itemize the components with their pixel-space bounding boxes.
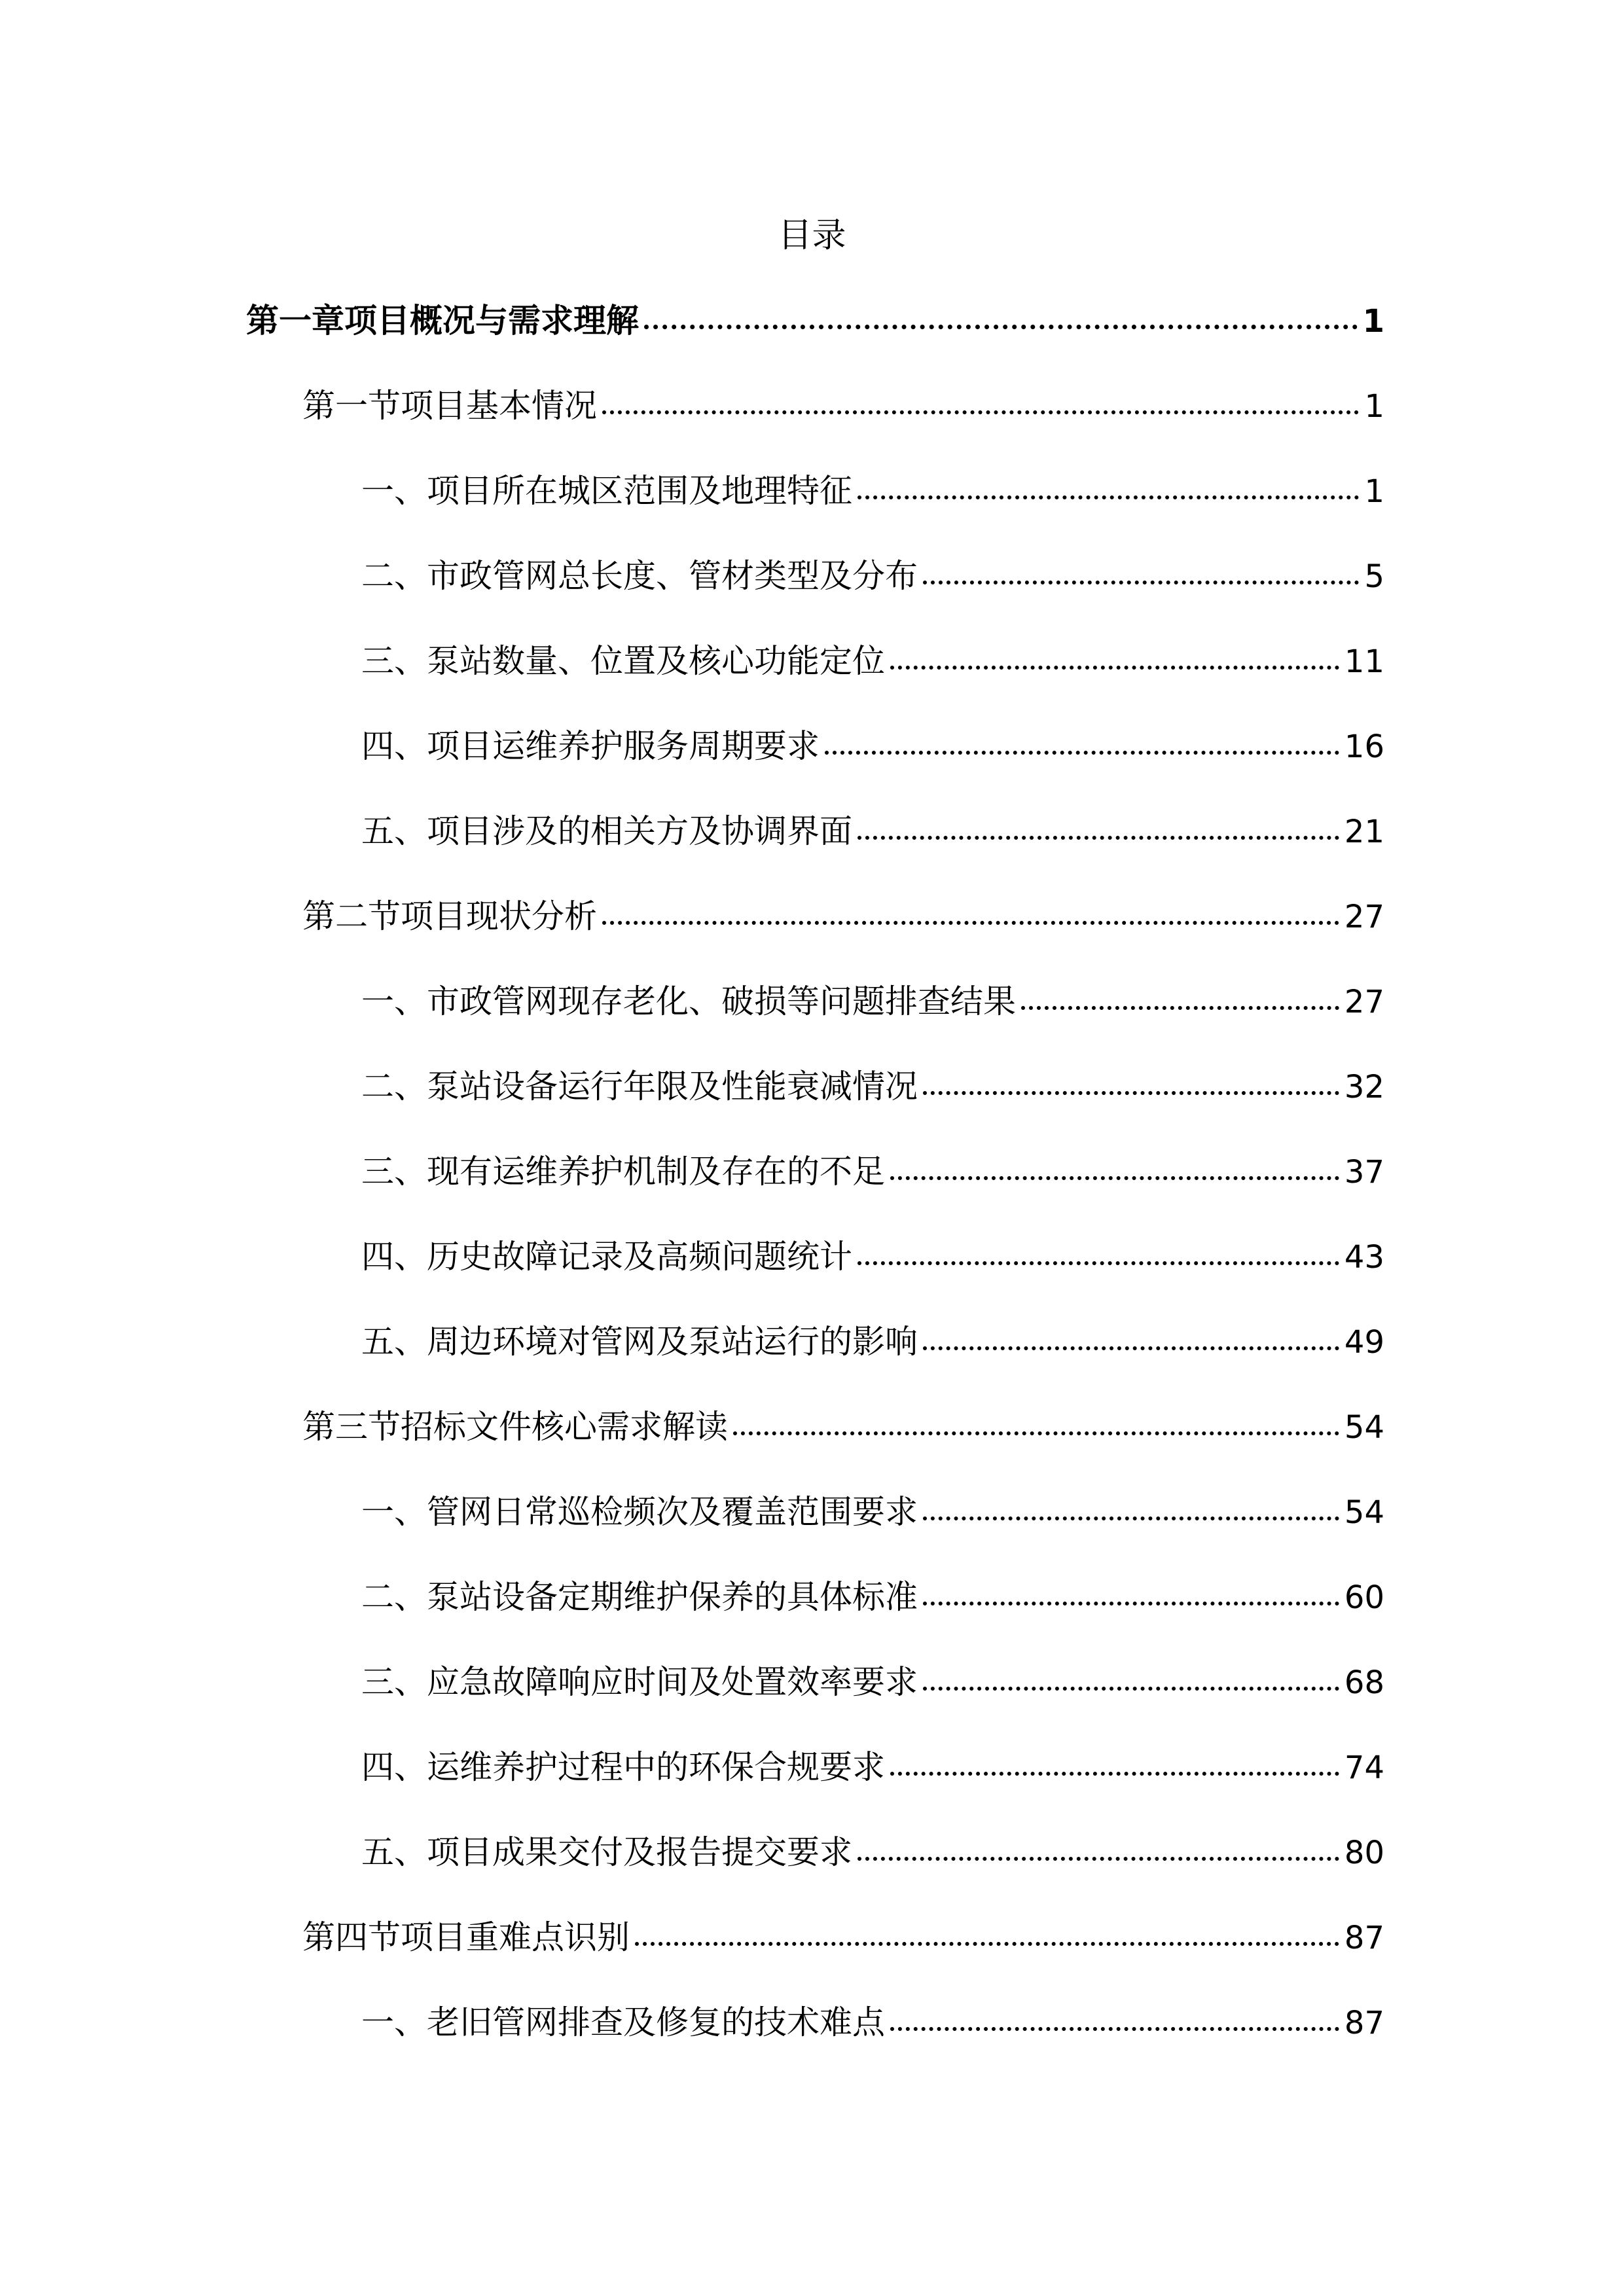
toc-entry-item[interactable] [361, 1741, 1384, 1793]
toc-dot-leader [602, 920, 1339, 925]
toc-entry-page: 54 [1344, 1494, 1384, 1531]
toc-entry-item[interactable] [361, 720, 1384, 772]
toc-entry-page: 68 [1344, 1664, 1384, 1701]
toc-entry-item[interactable] [361, 1145, 1384, 1198]
toc-entry-page: 32 [1344, 1069, 1384, 1105]
toc-entry-item[interactable] [361, 1826, 1384, 1878]
toc-entry-page: 49 [1344, 1324, 1384, 1361]
toc-entry-section-4[interactable] [302, 1911, 1384, 1964]
toc-entry-text: 五、周边环境对管网及泵站运行的影响 [361, 1323, 918, 1361]
toc-entry-page: 87 [1344, 1920, 1384, 1956]
toc-entry-page: 27 [1344, 899, 1384, 935]
toc-entry-text: 一、管网日常巡检频次及覆盖范围要求 [361, 1493, 918, 1531]
toc-dot-leader [890, 1175, 1339, 1180]
toc-entry-page: 5 [1364, 558, 1384, 595]
toc-dot-leader [923, 1601, 1339, 1605]
toc-dot-leader [923, 1346, 1339, 1350]
toc-dot-leader [890, 665, 1339, 670]
toc-entry-text: 一、老旧管网排查及修复的技术难点 [361, 2003, 885, 2041]
toc-dot-leader [923, 1090, 1339, 1095]
toc-entry-text: 第四节项目重难点识别 [302, 1918, 630, 1956]
toc-entry-text: 二、市政管网总长度、管材类型及分布 [361, 557, 918, 595]
toc-entry-chapter-1[interactable] [246, 295, 1384, 347]
toc-entry-text: 五、项目涉及的相关方及协调界面 [361, 812, 852, 850]
toc-entry-text: 二、泵站设备定期维护保养的具体标准 [361, 1578, 918, 1616]
toc-entry-item[interactable] [361, 550, 1384, 602]
toc-entry-item[interactable] [361, 1996, 1384, 2049]
toc-entry-item[interactable] [361, 975, 1384, 1028]
toc-entry-section-1[interactable] [302, 380, 1384, 432]
toc-dot-leader [644, 324, 1358, 329]
toc-entry-text: 第一章项目概况与需求理解 [246, 301, 639, 340]
toc-entry-text: 一、项目所在城区范围及地理特征 [361, 472, 852, 510]
toc-entry-text: 一、市政管网现存老化、破损等问题排查结果 [361, 982, 1016, 1020]
toc-entry-page: 54 [1344, 1409, 1384, 1446]
toc-entry-page: 1 [1364, 473, 1384, 510]
toc-entry-page: 43 [1344, 1239, 1384, 1276]
toc-entry-item[interactable] [361, 1060, 1384, 1113]
toc-entry-page: 21 [1344, 814, 1384, 850]
toc-entry-text: 四、项目运维养护服务周期要求 [361, 727, 820, 765]
toc-entry-text: 第三节招标文件核心需求解读 [302, 1408, 728, 1446]
toc-entry-page: 27 [1344, 984, 1384, 1020]
toc-dot-leader [923, 580, 1359, 584]
toc-entry-text: 四、历史故障记录及高频问题统计 [361, 1238, 852, 1276]
toc-entry-text: 五、项目成果交付及报告提交要求 [361, 1833, 852, 1871]
toc-title: 目录 [778, 216, 846, 255]
toc-dot-leader [857, 495, 1359, 499]
toc-entry-item[interactable] [361, 465, 1384, 517]
toc-entry-page: 16 [1344, 728, 1384, 765]
toc-entry-item[interactable] [361, 1571, 1384, 1623]
toc-entry-text: 三、现有运维养护机制及存在的不足 [361, 1153, 885, 1191]
toc-entry-item[interactable] [361, 1486, 1384, 1538]
toc-dot-leader [602, 410, 1359, 414]
toc-dot-leader [890, 1771, 1339, 1776]
toc-entry-text: 第二节项目现状分析 [302, 897, 597, 935]
toc-dot-leader [857, 1261, 1339, 1265]
toc-entry-item[interactable] [361, 1316, 1384, 1368]
toc-entry-page: 80 [1344, 1835, 1384, 1871]
toc-entry-text: 四、运维养护过程中的环保合规要求 [361, 1748, 885, 1786]
toc-entry-page: 1 [1364, 388, 1384, 425]
toc-dot-leader [1021, 1005, 1339, 1010]
toc-entry-item[interactable] [361, 1230, 1384, 1283]
toc-entry-text: 三、应急故障响应时间及处置效率要求 [361, 1663, 918, 1701]
toc-dot-leader [857, 1856, 1339, 1861]
toc-entry-text: 二、泵站设备运行年限及性能衰减情况 [361, 1067, 918, 1105]
toc-entry-item[interactable] [361, 805, 1384, 857]
toc-entry-page: 11 [1344, 643, 1384, 680]
toc-entry-section-3[interactable] [302, 1401, 1384, 1453]
toc-entry-item[interactable] [361, 1656, 1384, 1708]
toc-dot-leader [635, 1941, 1339, 1946]
toc-entry-page: 37 [1344, 1154, 1384, 1191]
toc-entry-page: 60 [1344, 1579, 1384, 1616]
toc-entry-text: 三、泵站数量、位置及核心功能定位 [361, 642, 885, 680]
toc-entry-item[interactable] [361, 635, 1384, 687]
toc-dot-leader [923, 1516, 1339, 1520]
toc-entry-section-2[interactable] [302, 890, 1384, 942]
toc-entry-page: 1 [1362, 303, 1384, 340]
toc-dot-leader [733, 1431, 1339, 1435]
toc-dot-leader [857, 835, 1339, 840]
toc-entry-page: 74 [1344, 1749, 1384, 1786]
toc-dot-leader [890, 2026, 1339, 2031]
toc-entry-page: 87 [1344, 2005, 1384, 2041]
toc-dot-leader [923, 1686, 1339, 1691]
toc-dot-leader [825, 750, 1339, 755]
toc-entry-text: 第一节项目基本情况 [302, 387, 597, 425]
